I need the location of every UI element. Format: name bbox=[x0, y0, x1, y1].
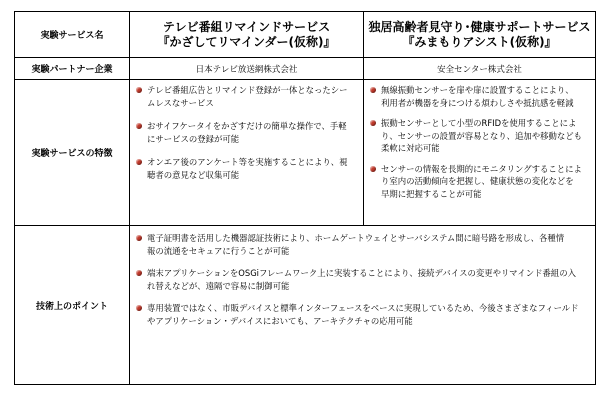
bullet-text-line: おサイフケータイをかざすだけの簡単な操作で、手軽 bbox=[147, 121, 347, 131]
header-row-label: 実験サービス名 bbox=[40, 31, 104, 41]
service2-features bbox=[364, 80, 595, 225]
bullet-text-line: 利用者が機器を身につける煩わしさや抵抗感を軽減 bbox=[381, 97, 574, 108]
service2-feature-item bbox=[370, 117, 591, 155]
bullet-text-line: ムレスなサービス bbox=[147, 97, 214, 108]
technical-points bbox=[130, 226, 595, 384]
technical-point-item bbox=[136, 302, 591, 327]
bullet-text-line: にサービスの登録が可能 bbox=[147, 133, 240, 144]
bullet-icon bbox=[370, 166, 376, 172]
bullet-text-line: り室内の活動傾向を把握し、健康状態の変化などを bbox=[381, 176, 574, 186]
bullet-text-line: 電子証明書を活用した機器認証技術により、ホームゲートウェイとサーバシステム間に暗号路を形成し、各種情 bbox=[147, 233, 565, 243]
service1-features bbox=[130, 80, 363, 225]
bullet-icon bbox=[136, 87, 142, 93]
service1-name: テレビ番組リマインドサービス bbox=[162, 19, 331, 34]
service2-feature-item bbox=[370, 84, 591, 109]
bullet-text-line: 無線振動センサーを扉や扉に設置することにより、 bbox=[381, 85, 574, 95]
bullet-text-line: 振動センサーとして小型のRFIDを使用することによ bbox=[381, 118, 577, 128]
bullet-text-line: 聴者の意見など収集可能 bbox=[147, 169, 240, 180]
service2-feature-item bbox=[370, 163, 591, 201]
service1-title bbox=[130, 12, 363, 57]
service2-partner: 安全センター株式会社 bbox=[437, 64, 522, 75]
bullet-icon bbox=[136, 270, 142, 276]
bullet-icon bbox=[136, 123, 142, 129]
bullet-text-line: センサーの情報を長期的にモニタリングすることによ bbox=[381, 163, 582, 174]
bullet-text-line: 早期に把握することが可能 bbox=[381, 188, 482, 199]
bullet-text-line: テレビ番組広告とリマインド登録が一体となったシー bbox=[147, 85, 348, 95]
bullet-text-line: 柔軟に対応可能 bbox=[381, 143, 440, 153]
bullet-icon bbox=[136, 159, 142, 165]
service-comparison-table bbox=[14, 11, 596, 385]
service2-product-name: 『みまもりアシスト(仮称)』 bbox=[402, 34, 557, 49]
bullet-text-line: り、センサーの設置が容易となり、追加や移動なども bbox=[381, 130, 582, 141]
bullet-text-line: 端末アプリケーションをOSGiフレームワーク上に実装することにより、接続デバイスの変更やリマインド番組の入 bbox=[147, 268, 576, 278]
bullet-icon bbox=[370, 120, 376, 126]
service1-feature-item bbox=[136, 84, 359, 109]
service1-feature-item bbox=[136, 156, 359, 181]
technical-point-item bbox=[136, 232, 591, 257]
service1-product-name: 『かざしてリマインダー(仮称)』 bbox=[157, 34, 336, 49]
bullet-icon bbox=[136, 305, 142, 311]
bullet-icon bbox=[136, 235, 142, 241]
bullet-text-line: 専用装置ではなく、市販デバイスと標準インターフェースをベースに実現しているため、今後さまざまなフィールド bbox=[147, 303, 579, 313]
bullet-text-line: 報の流通をセキュアに行うことが可能 bbox=[147, 245, 290, 256]
bullet-icon bbox=[370, 87, 376, 93]
bullet-text-line: れ替えなどが、遠隔で容易に制御可能 bbox=[147, 280, 290, 291]
tech-row-label: 技術上のポイント bbox=[35, 301, 108, 312]
bullet-text-line: やアプリケーション・デバイスにおいても、アーキテクチャの応用可能 bbox=[147, 315, 413, 326]
service1-partner: 日本テレビ放送網株式会社 bbox=[195, 64, 298, 75]
service2-title bbox=[364, 12, 595, 57]
service1-feature-item bbox=[136, 120, 359, 145]
service2-name: 独居高齢者見守り･健康サポートサービス bbox=[368, 19, 591, 34]
features-row-label: 実験サービスの特徴 bbox=[31, 149, 113, 159]
technical-point-item bbox=[136, 267, 591, 292]
partner-row-label: 実験パートナー企業 bbox=[31, 65, 113, 75]
bullet-text-line: オンエア後のアンケート等を実施することにより、視 bbox=[147, 157, 348, 167]
